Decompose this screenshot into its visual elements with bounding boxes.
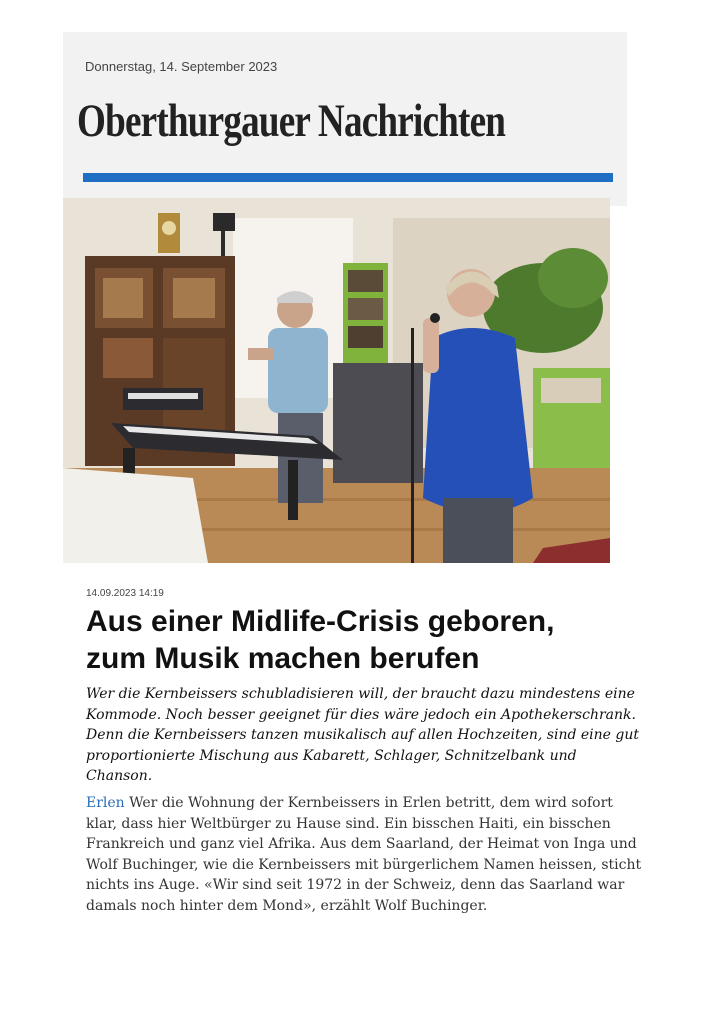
photo-illustration — [63, 198, 610, 563]
masthead — [63, 32, 627, 206]
article-headline — [86, 603, 666, 677]
article-photo — [63, 198, 610, 563]
article-timestamp: 14.09.2023 14:19 — [86, 588, 164, 599]
masthead-rule — [83, 173, 613, 182]
article-dateline[interactable]: Erlen — [86, 795, 125, 811]
article-lead: Wer die Kernbeissers schubladisieren will, der braucht dazu mindestens eine Kommode. Noch besser geeignet für dies wäre jedoch ein Apothekerschrank. Denn die Kernbeissers tanzen musikalisch auf allen Hochzeiten, sind eine gut proportionierte Mischung aus Kabarett, Schlager, Schnitzelbank und Chanson. — [86, 686, 640, 784]
newspaper-title: Oberthurgauer Nachrichten — [77, 95, 506, 147]
headline-line-2: zum Musik machen berufen — [86, 642, 480, 675]
edition-date: Donnerstag, 14. September 2023 — [85, 59, 278, 74]
article-body — [86, 793, 646, 916]
article-body-text: Wer die Wohnung der Kernbeissers in Erlen betritt, dem wird sofort klar, dass hier Weltbürger zu Hause sind. Ein bisschen Haiti, ein bisschen Frankreich und ganz viel Afrika. Aus dem Saarland, der Heimat von Inga und Wolf Buchinger, wie die Kernbeissers mit bürgerlichem Namen heissen, sticht nichts ins Auge. «Wir sind seit 1972 in der Schweiz, denn das Saarland war damals noch hinter dem Mond», erzählt Wolf Buchinger. — [86, 795, 642, 914]
headline-line-1: Aus einer Midlife-Crisis geboren, — [86, 605, 555, 638]
